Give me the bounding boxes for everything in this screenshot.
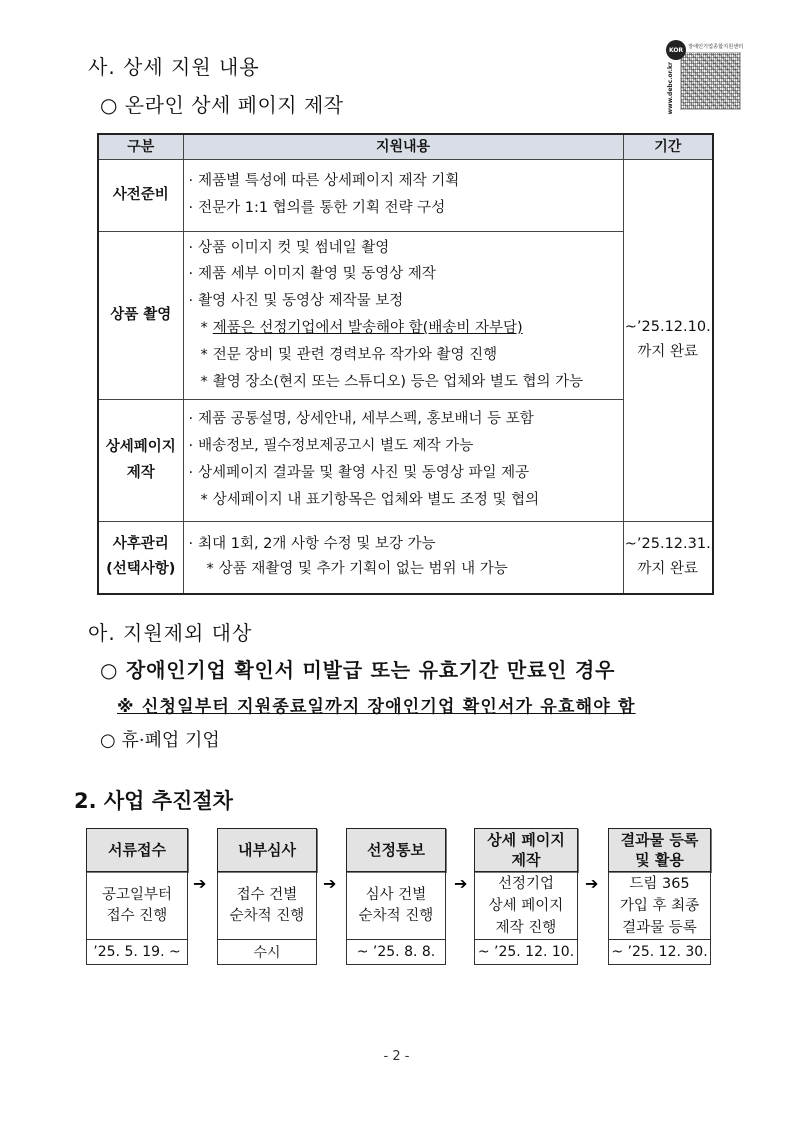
- content-line: [189, 532, 623, 557]
- bullet-marker: ·: [188, 239, 194, 256]
- arrow-right-icon: ➔: [585, 874, 599, 893]
- step-body-text: 제작 진행: [495, 919, 557, 936]
- step-date: ~ ’25. 8. 8.: [346, 940, 446, 965]
- step-body-text: 공고일부터: [101, 886, 173, 903]
- content-text: 촬영 사진 및 동영상 제작물 보정: [198, 293, 404, 310]
- content-subline: [189, 342, 623, 369]
- content-text: 상세페이지 내 표기항목은 업체와 별도 조정 및 협의: [212, 491, 540, 508]
- logo-org-name: 장애인기업종합지원센터: [688, 44, 744, 50]
- step-title: [217, 828, 317, 872]
- content-text: 최대 1회, 2개 사항 수정 및 보강 가능: [198, 536, 436, 553]
- content-line: [189, 261, 623, 288]
- header-period: 기간: [623, 134, 713, 159]
- step-title: [86, 828, 188, 872]
- qr-code-pattern: [680, 52, 741, 110]
- row-period: [623, 159, 713, 521]
- step-body-text: 결과물 등록: [622, 919, 697, 936]
- step-body-text: 가입 후 최종: [619, 897, 700, 914]
- step-detail-page-production: [474, 828, 578, 965]
- row-content: [183, 399, 623, 521]
- asterisk-marker: *: [200, 346, 208, 363]
- logo-url: www.debc.or.kr: [667, 62, 674, 115]
- step-body-text: 접수 진행: [106, 907, 168, 924]
- page-number: - 2 -: [383, 1049, 410, 1064]
- organization-logo: [664, 40, 744, 115]
- step-date: ~ ’25. 12. 30.: [608, 940, 711, 965]
- step-date: ’25. 5. 19. ~: [86, 940, 188, 965]
- step-title-text: 서류접수: [108, 841, 166, 859]
- support-content-table: [97, 133, 714, 595]
- content-text: 촬영 장소(현지 또는 스튜디오) 등은 업체와 별도 협의 가능: [212, 373, 584, 390]
- step-title-text: 상세 페이지: [487, 831, 565, 849]
- step-body: [474, 872, 578, 940]
- arrow-right-icon: ➔: [193, 874, 207, 893]
- content-text: 상품 재촬영 및 추가 기획이 없는 범위 내 가능: [218, 561, 508, 578]
- content-line: [189, 406, 623, 433]
- content-text-underlined: 제품은 선정기업에서 발송해야 함(배송비 자부담): [212, 320, 523, 336]
- period-label: 까지 완료: [637, 344, 699, 360]
- bullet-marker: ·: [188, 266, 194, 283]
- table-header-row: [98, 134, 713, 159]
- content-subline: [189, 557, 623, 582]
- table-row: [98, 521, 713, 594]
- arrow-right-icon: ➔: [454, 874, 468, 893]
- content-subline: [189, 369, 623, 396]
- step-title-text: 및 활용: [635, 851, 684, 869]
- header-category: 구분: [98, 134, 183, 159]
- bullet-marker: ·: [188, 465, 194, 481]
- step-body-text: 드림 365: [629, 875, 690, 892]
- content-subline: [189, 315, 623, 342]
- period-date: ~’25.12.10.: [624, 319, 711, 335]
- content-text: 전문가 1:1 협의를 통한 기획 전략 구성: [198, 200, 446, 216]
- step-date: ~ ’25. 12. 10.: [474, 940, 578, 965]
- table-row: [98, 159, 713, 231]
- table-row: [98, 231, 713, 399]
- step-body-text: 순차적 진행: [229, 907, 305, 924]
- content-text: 전문 장비 및 관련 경력보유 작가와 촬영 진행: [212, 346, 498, 363]
- category-label: 상세페이지: [105, 439, 176, 455]
- section-heading-detail: 사. 상세 지원 내용: [88, 55, 260, 79]
- step-body-text: 접수 건별: [236, 886, 298, 903]
- asterisk-marker: *: [206, 561, 214, 578]
- step-internal-review: [217, 828, 317, 965]
- bullet-marker: ·: [188, 411, 194, 428]
- table-row: [98, 399, 713, 521]
- step-body-text: 상세 페이지: [488, 897, 564, 914]
- category-label: 사전준비: [112, 187, 169, 203]
- row-category: [98, 159, 183, 231]
- content-line: [189, 433, 623, 460]
- subheading-online-detail-page: ○ 온라인 상세 페이지 제작: [100, 93, 344, 117]
- period-date: ~’25.12.31.: [624, 536, 711, 553]
- period-label: 까지 완료: [637, 561, 699, 578]
- row-category: [98, 399, 183, 521]
- content-line: [189, 460, 623, 487]
- header-content: 지원내용: [183, 134, 623, 159]
- step-title: [608, 828, 711, 872]
- section-heading-procedure: 2. 사업 추진절차: [74, 789, 233, 813]
- category-label: 제작: [126, 465, 155, 481]
- content-text: 제품 세부 이미지 촬영 및 동영상 제작: [198, 266, 436, 283]
- step-body-text: 선정기업: [497, 875, 555, 892]
- asterisk-marker: *: [200, 320, 208, 336]
- bullet-marker: ·: [188, 200, 194, 216]
- content-line: [189, 195, 623, 222]
- row-category: [98, 521, 183, 594]
- step-body: [346, 872, 446, 940]
- step-body-text: 심사 건별: [365, 886, 427, 903]
- step-title-text: 선정통보: [367, 841, 425, 859]
- step-title-text: 결과물 등록: [620, 831, 699, 849]
- kor-emblem-icon: KOR: [666, 40, 686, 60]
- exclusion-item-closed-business: ○ 휴·폐업 기업: [100, 730, 220, 751]
- step-title: [346, 828, 446, 872]
- content-line: [189, 168, 623, 195]
- step-title-text: 내부심사: [238, 841, 296, 859]
- content-text: 제품 공통설명, 상세안내, 세부스펙, 홍보배너 등 포함: [198, 411, 534, 428]
- content-subline: [189, 487, 623, 514]
- step-date: 수시: [217, 940, 317, 965]
- category-label: 상품 촬영: [110, 307, 172, 323]
- step-selection-notice: [346, 828, 446, 965]
- content-line: [189, 288, 623, 315]
- content-text: 제품별 특성에 따른 상세페이지 제작 기획: [198, 173, 460, 189]
- category-label: (선택사항): [106, 561, 176, 578]
- step-body: [217, 872, 317, 940]
- arrow-right-icon: ➔: [323, 874, 337, 893]
- category-label: 사후관리: [112, 536, 169, 553]
- content-text: 배송정보, 필수정보제공고시 별도 제작 가능: [198, 438, 474, 455]
- row-content: [183, 231, 623, 399]
- step-document-submission: [86, 828, 188, 965]
- step-body: [608, 872, 711, 940]
- step-body-text: 순차적 진행: [358, 907, 434, 924]
- content-text: 상세페이지 결과물 및 촬영 사진 및 동영상 파일 제공: [198, 465, 530, 481]
- exclusion-item-certificate: ○ 장애인기업 확인서 미발급 또는 유효기간 만료인 경우: [100, 658, 616, 682]
- step-body: [86, 872, 188, 940]
- bullet-marker: ·: [188, 438, 194, 455]
- content-line: [189, 235, 623, 262]
- exclusion-note: ※ 신청일부터 지원종료일까지 장애인기업 확인서가 유효해야 함: [117, 697, 636, 717]
- step-title-text: 제작: [511, 851, 541, 869]
- bullet-marker: ·: [188, 536, 194, 553]
- asterisk-marker: *: [200, 491, 208, 508]
- row-period: [623, 521, 713, 594]
- asterisk-marker: *: [200, 373, 208, 390]
- bullet-marker: ·: [188, 293, 194, 310]
- step-result-registration: [608, 828, 711, 965]
- row-content: [183, 159, 623, 231]
- step-title: [474, 828, 578, 872]
- row-content: [183, 521, 623, 594]
- row-category: [98, 231, 183, 399]
- section-heading-exclusion: 아. 지원제외 대상: [88, 621, 253, 645]
- bullet-marker: ·: [188, 173, 194, 189]
- content-text: 상품 이미지 컷 및 썸네일 촬영: [198, 239, 390, 256]
